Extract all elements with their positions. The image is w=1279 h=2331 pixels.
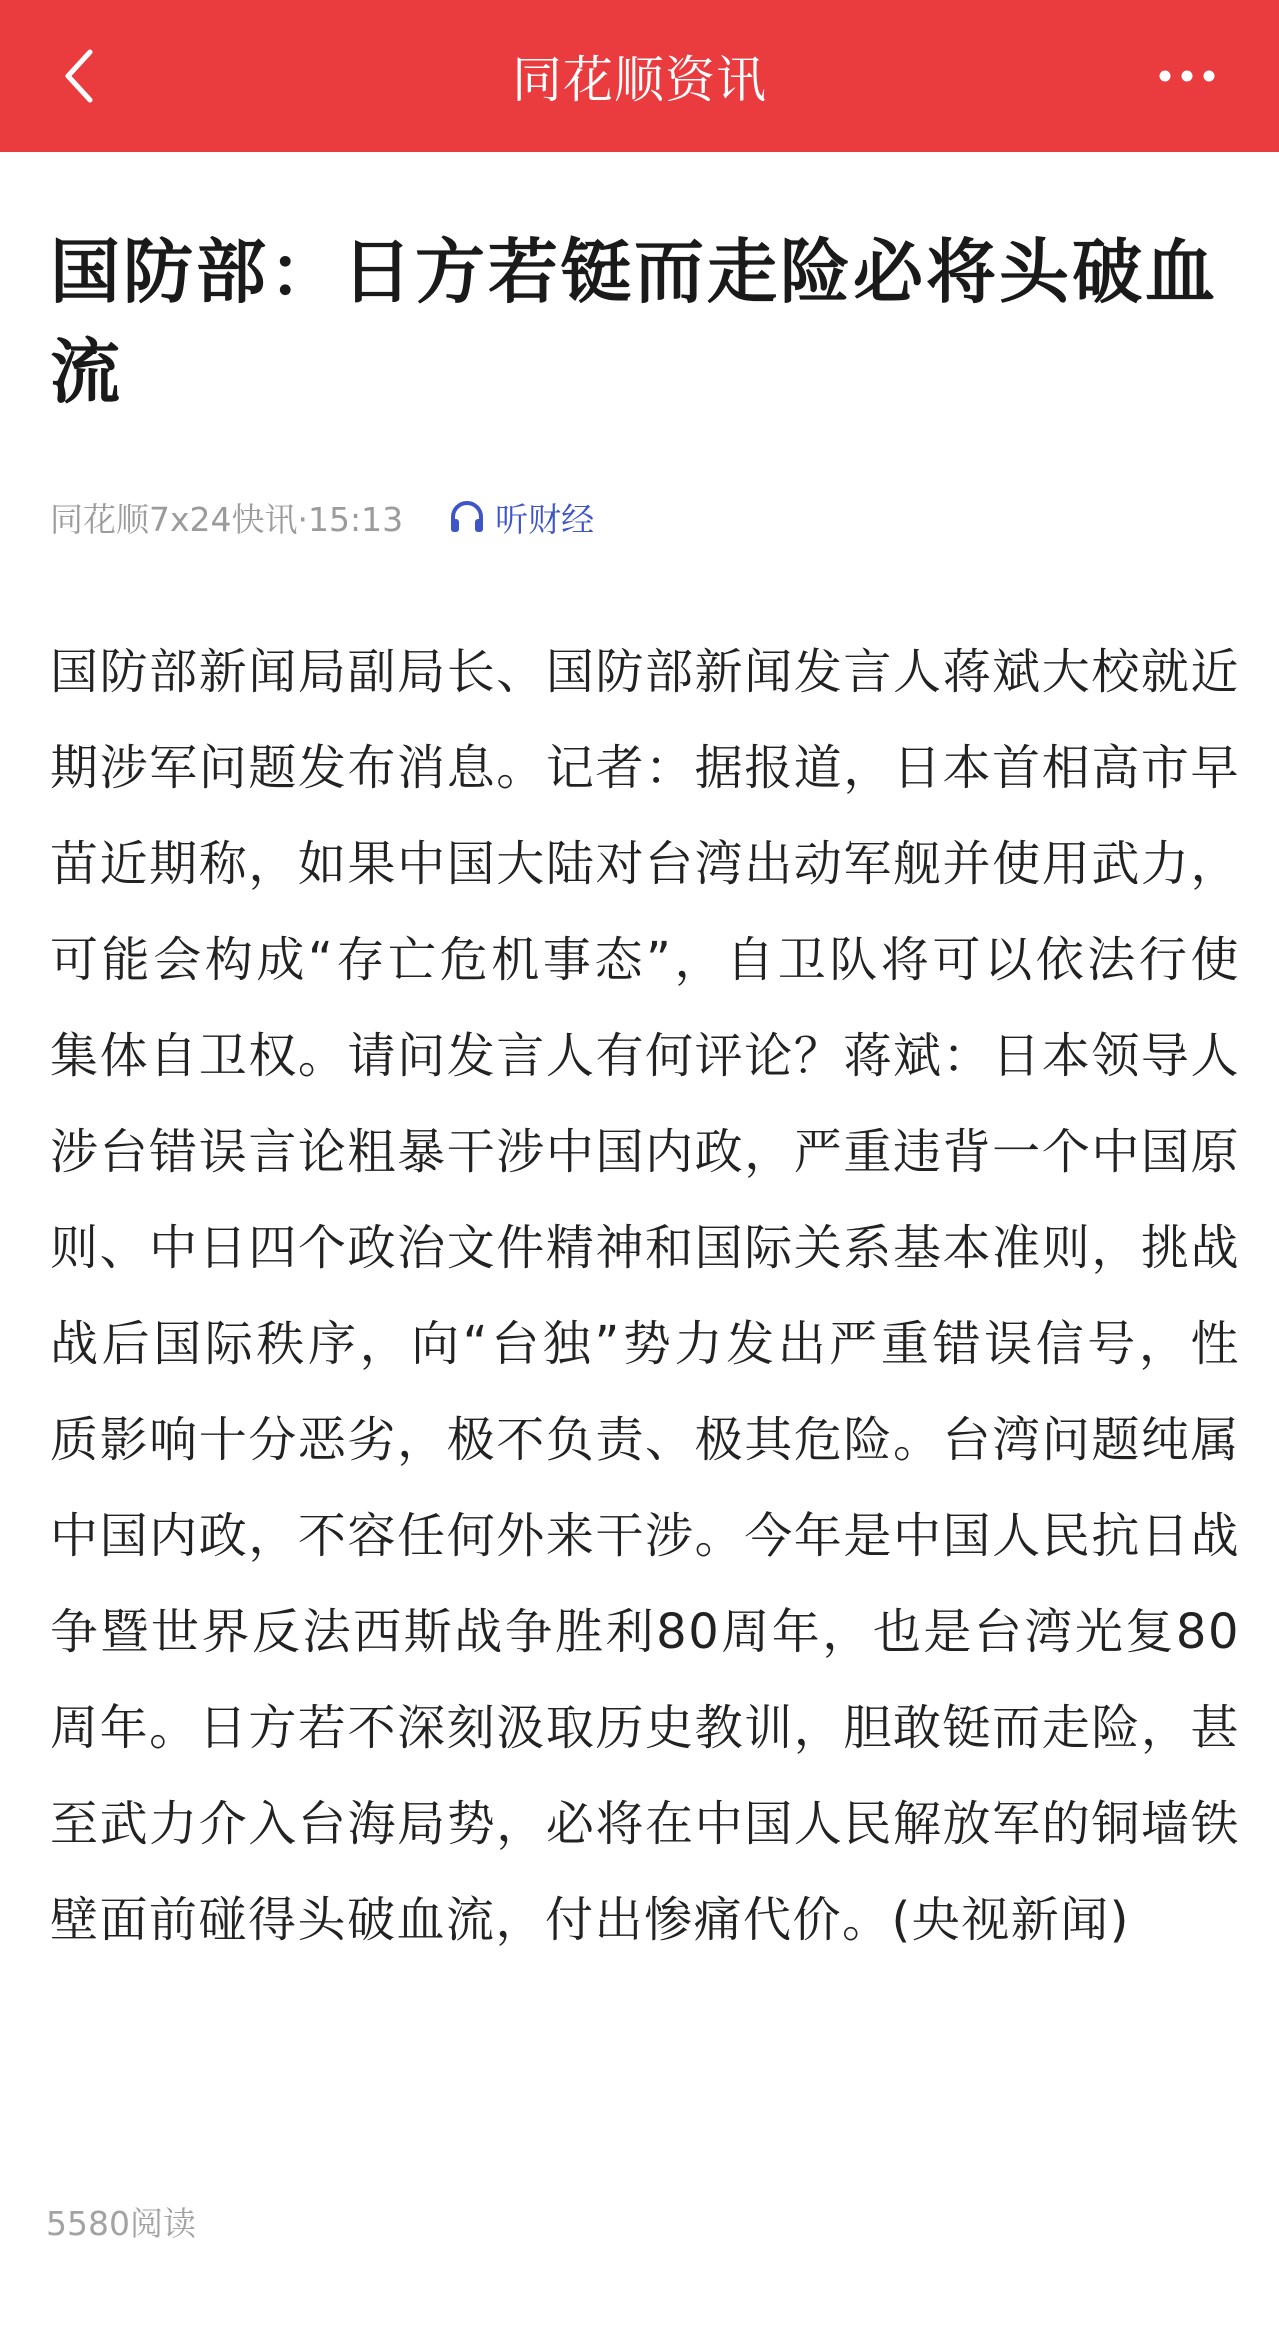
listen-button[interactable] — [447, 494, 594, 541]
top-nav-bar — [0, 0, 1279, 152]
more-dots-icon — [1155, 60, 1219, 92]
page-title: 同花顺资讯 — [512, 51, 767, 109]
article-body: 国防部新闻局副局长、国防部新闻发言人蒋斌大校就近期涉军问题发布消息。记者：据报道，日本首相高市早苗近期称，如果中国大陆对台湾出动军舰并使用武力，可能会构成“存亡危机事态”，自卫队将可以依法行使集体自卫权。请问发言人有何评论？蒋斌：日本领导人涉台错误言论粗暴干涉中国内政，严重违背一个中国原则、中日四个政治文件精神和国际关系基本准则，挑战战后国际秩序，向“台独”势力发出严重错误信号，性质影响十分恶劣，极不负责、极其危险。台湾问题纯属中国内政，不容任何外来干涉。今年是中国人民抗日战争暨世界反法西斯战争胜利80周年，也是台湾光复80周年。日方若不深刻汲取历史教训，胆敢铤而走险，甚至武力介入台海局势，必将在中国人民解放军的铜墙铁壁面前碰得头破血流，付出惨痛代价。(央视新闻) — [50, 644, 1240, 1948]
listen-label: 听财经 — [495, 499, 595, 539]
article-meta — [50, 494, 594, 540]
read-count: 5580阅读 — [46, 2204, 196, 2243]
more-options-button[interactable] — [1155, 60, 1219, 92]
headphones-icon — [447, 497, 487, 537]
source-time: 同花顺7x24快讯·15:13 — [50, 499, 404, 539]
article-headline: 国防部：日方若铤而走险必将头破血流 — [50, 231, 1218, 413]
